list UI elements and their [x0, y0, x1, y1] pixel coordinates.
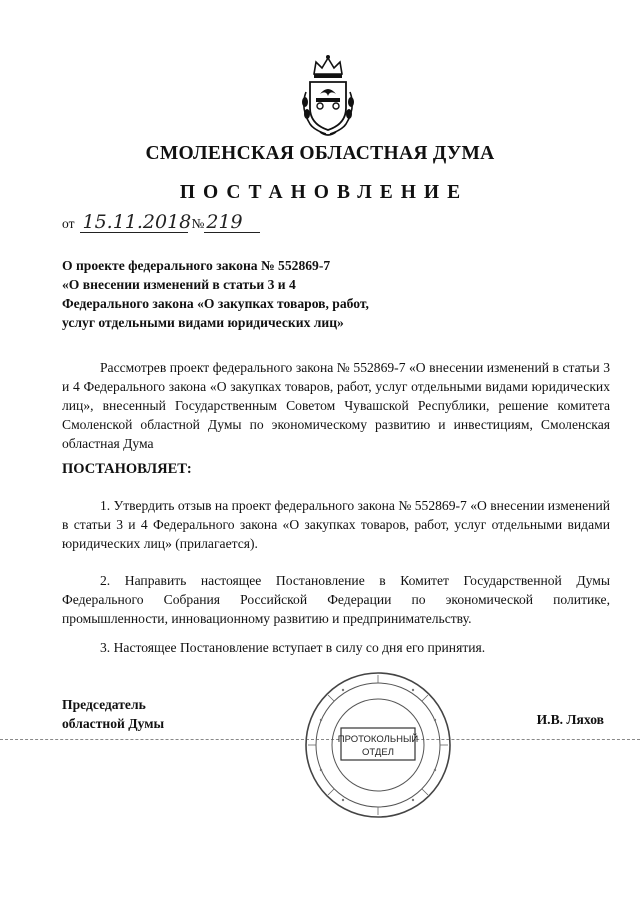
official-seal: [303, 670, 453, 820]
subject-line: О проекте федерального закона № 552869-7: [62, 258, 331, 273]
date-number-line: [62, 212, 260, 233]
subject-line: Федерального закона «О закупках товаров, работ,: [62, 296, 369, 311]
resolution-item-2: 2. Направить настоящее Постановление в Комитет Государственной Думы Федерального Собрания Российской Федерации по экономической политике, промышленности, инновационному развитию и предпринимательству.: [62, 573, 610, 626]
subject-line: «О внесении изменений в статьи 3 и 4: [62, 277, 296, 292]
number-prefix: №: [191, 216, 205, 231]
document-subject: [62, 256, 462, 332]
subject-line: услуг отдельными видами юридических лиц»: [62, 315, 344, 330]
resolves-heading: ПОСТАНОВЛЯЕТ:: [62, 461, 192, 477]
document-type: ПОСТАНОВЛЕНИЕ: [179, 182, 469, 203]
organization-name: СМОЛЕНСКАЯ ОБЛАСТНАЯ ДУМА: [145, 143, 495, 164]
preamble-paragraph: Рассмотрев проект федерального закона № 552869-7 «О внесении изменений в статьи 3 и 4 Федерального закона «О закупках товаров, работ, услуг отдельными видами юридических лиц», внесенный Государственным Советом Чувашской Республики, решение комитета Смоленской областной Думы по экономическому развитию и инвестициям, Смоленская областная Дума: [62, 360, 610, 451]
signatory-title-line: областной Думы: [62, 716, 165, 731]
document-date: 15.11.2018: [82, 211, 192, 233]
document-number: 219: [204, 212, 260, 233]
seal-line-1: ПРОТОКОЛЬНЫЙ: [337, 734, 419, 745]
signatory-title-line: Председатель: [62, 697, 146, 712]
coat-of-arms-emblem: [296, 52, 360, 138]
date-prefix: от: [62, 216, 75, 231]
resolution-item-3: 3. Настоящее Постановление вступает в силу со дня его принятия.: [100, 640, 486, 655]
signatory-title: [62, 695, 164, 733]
seal-line-2: ОТДЕЛ: [362, 747, 394, 758]
resolution-item-1: 1. Утвердить отзыв на проект федерального закона № 552869-7 «О внесении изменений в статьи 3 и 4 Федерального закона «О закупках товаров, работ, услуг отдельными видами юридических лиц» (прилагается).: [62, 498, 610, 551]
signatory-name: И.В. Ляхов: [536, 712, 604, 727]
